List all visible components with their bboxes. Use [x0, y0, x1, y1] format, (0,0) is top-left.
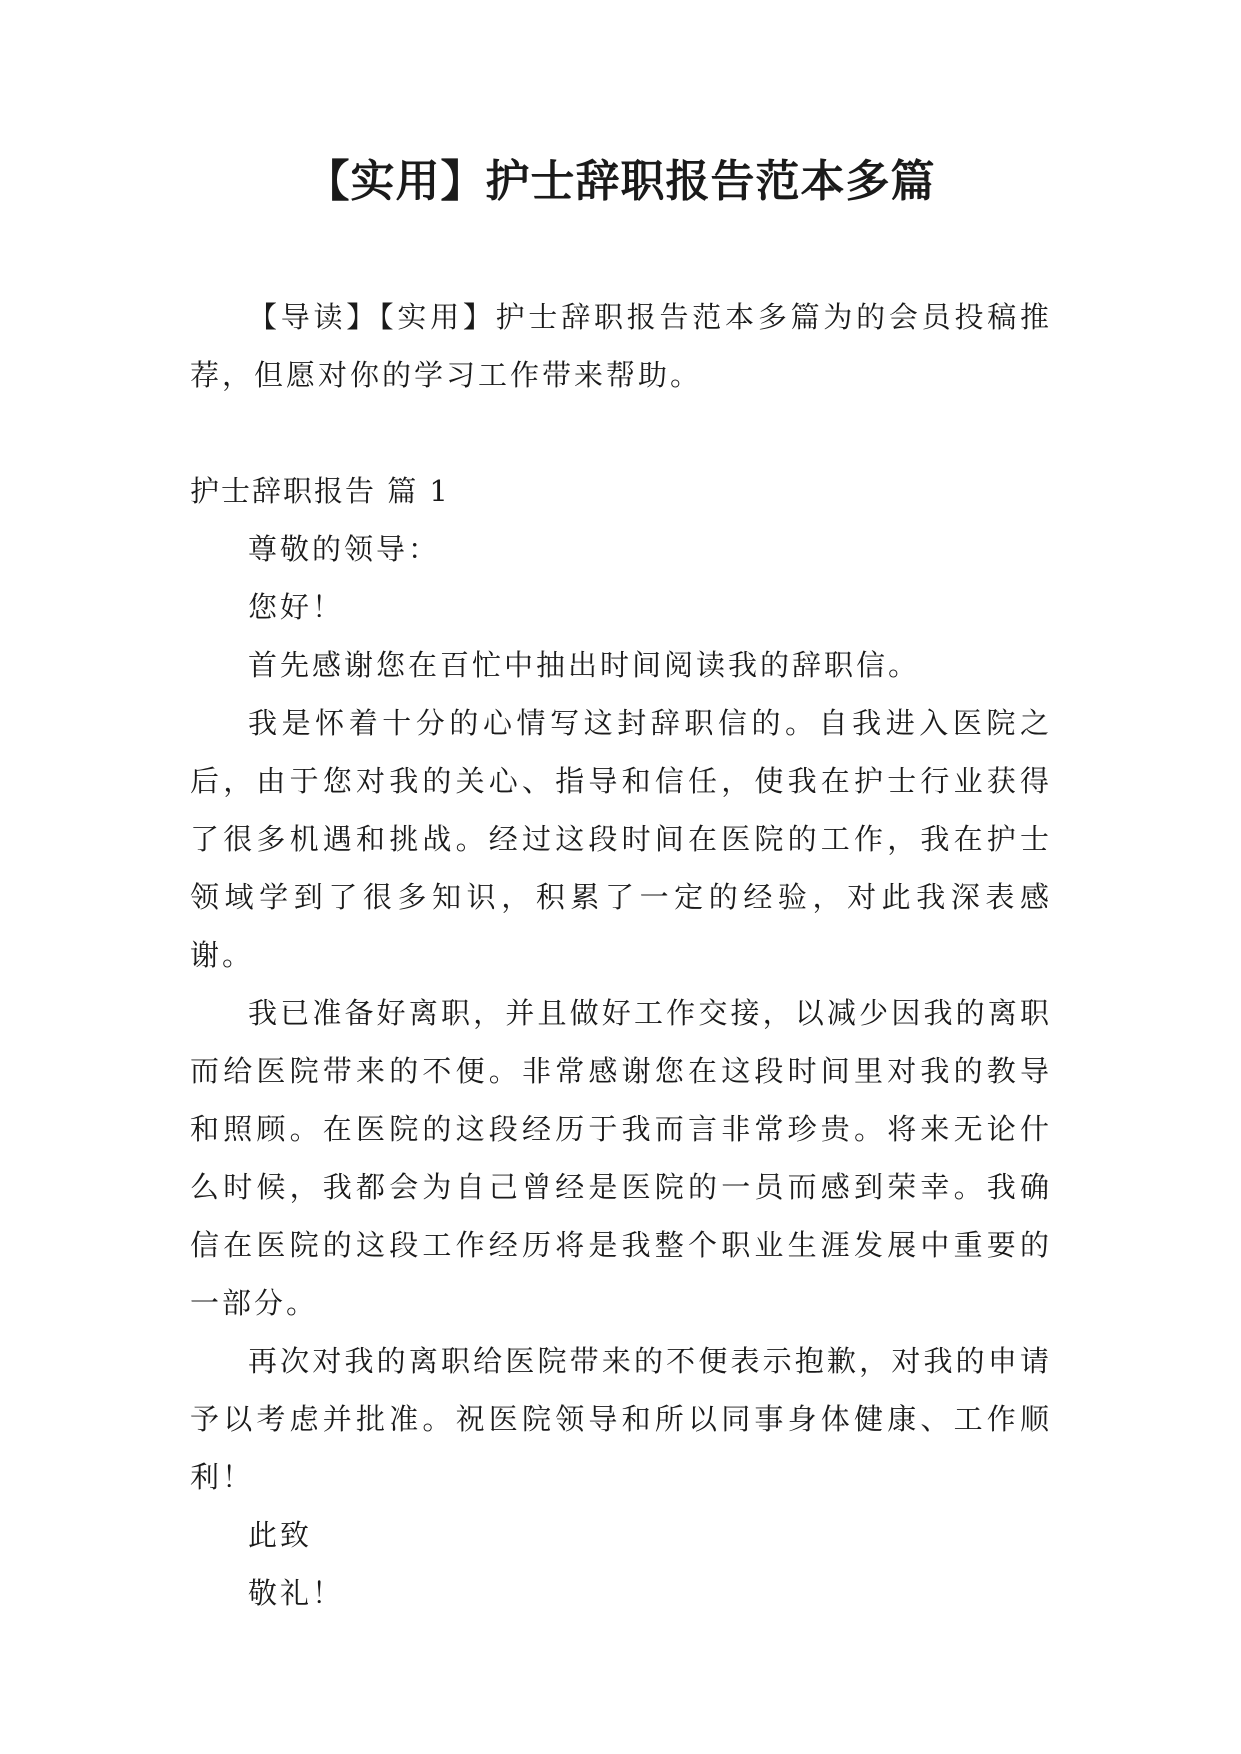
document-title: 【实用】护士辞职报告范本多篇 [305, 156, 936, 207]
greeting: 您好！ [248, 590, 345, 624]
intro-paragraph: 【导读】【实用】护士辞职报告范本多篇为的会员投稿推荐，但愿对你的学习工作带来帮助。 [190, 300, 1052, 392]
body-paragraph: 首先感谢您在百忙中抽出时间阅读我的辞职信。 [248, 648, 921, 682]
body-paragraph: 我是怀着十分的心情写这封辞职信的。自我进入医院之后，由于您对我的关心、指导和信任，使我在护士行业获得了很多机遇和挑战。经过这段时间在医院的工作，我在护士领域学到了很多知识，积累了一定的经验，对此我深表感谢。 [190, 706, 1052, 972]
body-paragraph: 我已准备好离职，并且做好工作交接，以减少因我的离职而给医院带来的不便。非常感谢您在这段时间里对我的教导和照顾。在医院的这段经历于我而言非常珍贵。将来无论什么时候，我都会为自己曾经是医院的一员而感到荣幸。我确信在医院的这段工作经历将是我整个职业生涯发展中重要的一部分。 [190, 996, 1052, 1320]
section-heading: 护士辞职报告 篇 1 [190, 474, 450, 508]
document-body [190, 288, 1052, 1622]
body-paragraph: 再次对我的离职给医院带来的不便表示抱歉，对我的申请予以考虑并批准。祝医院领导和所以同事身体健康、工作顺利！ [190, 1344, 1052, 1494]
closing-line: 此致 [248, 1518, 313, 1552]
salutation: 尊敬的领导： [248, 532, 441, 566]
closing-salute: 敬礼！ [248, 1576, 345, 1610]
